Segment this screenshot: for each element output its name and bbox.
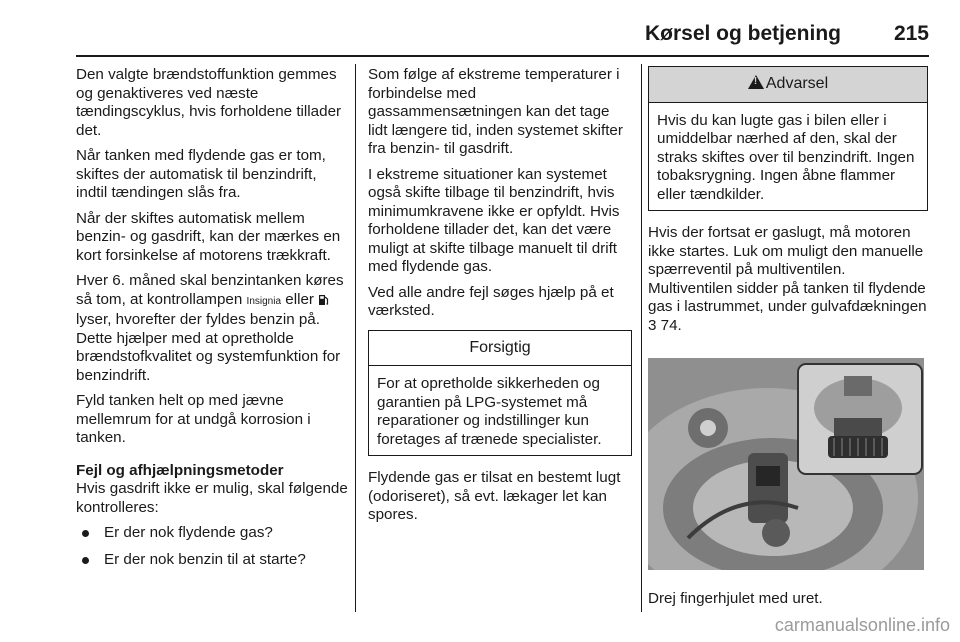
list-item: Er der nok benzin til at starte? — [76, 551, 348, 570]
column-2 — [368, 66, 632, 532]
page-reference: 3 74. — [648, 316, 682, 334]
paragraph: Når tanken med flydende gas er tom, skiftes der automatisk til benzindrift, indtil tændingen slås fra. — [76, 147, 326, 201]
header-rule — [76, 55, 929, 57]
paragraph-text: Hver 6. måned skal benzintanken køres så tom, at kontrollampen — [76, 272, 344, 308]
page-number: 215 — [893, 22, 929, 45]
section-title: Kørsel og betjening — [644, 22, 841, 45]
multivalve-photo — [648, 358, 924, 570]
watermark: carmanualsonline.info — [774, 615, 950, 635]
caution-box — [368, 330, 632, 457]
paragraph: Drej fingerhjulet med uret. — [648, 589, 823, 607]
paragraph: I ekstreme situationer kan systemet også skifte tilbage til benzindrift, hvis minimumkravene ikke er opfyldt. Hvis forholdene tillader det, kan det være muligt at skifte tilbage manuelt til drift med flydende gas. — [368, 165, 620, 275]
paragraph: Som følge af ekstreme temperaturer i forbindelse med gassammensætningen kan det tage lidt længere tid, inden systemet skifter fra benzin- til gasdrift. — [368, 66, 623, 157]
warning-box — [648, 66, 928, 211]
paragraph-text: lyser, hvorefter der fyldes benzin på. Dette hjælper med at opretholde brændstofkvalitet og systemfunktion for benzindrift. — [76, 311, 341, 384]
page-header — [0, 22, 929, 56]
warning-title: Advarsel — [765, 75, 829, 92]
paragraph: Ved alle andre fejl søges hjælp på et værksted. — [368, 283, 614, 319]
warning-triangle-icon — [748, 75, 764, 89]
subheading: Fejl og afhjælpningsmetoder — [76, 461, 284, 479]
column-3 — [648, 66, 928, 615]
paragraph — [76, 272, 348, 385]
caution-title: Forsigtig — [369, 331, 631, 367]
paragraph-text: Hvis der fortsat er gaslugt, må motoren ikke startes. Luk om muligt den manuelle spærreventil på multiventilen. Multiventilen sidder på tanken til flydende gas i lastrummet, under gulvafdækningen — [648, 224, 927, 315]
column-divider-1 — [355, 64, 356, 612]
fuel-pump-lamp-icon — [318, 293, 329, 306]
column-1 — [76, 66, 348, 577]
paragraph: Fyld tanken helt op med jævne mellemrum for at undgå korrosion i tanken. — [76, 392, 311, 446]
paragraph: Flydende gas er tilsat en bestemt lugt (odoriseret), så evt. lækager let kan spores. — [368, 469, 621, 523]
caution-text: For at opretholde sikkerheden og garantien på LPG-systemet må reparationer og indstillinger kun foretages af trænede specialister. — [377, 375, 602, 448]
checklist — [76, 524, 348, 569]
paragraph: Den valgte brændstoffunktion gemmes og genaktiveres ved næste tændingscyklus, hvis forholdene tillader det. — [76, 66, 342, 139]
paragraph-text: eller — [285, 290, 314, 308]
list-item: Er der nok flydende gas? — [76, 524, 348, 543]
insignia-label: Insignia — [246, 295, 282, 307]
paragraph: Hvis gasdrift ikke er mulig, skal følgende kontrolleres: — [76, 480, 348, 516]
paragraph: Når der skiftes automatisk mellem benzin- og gasdrift, kan der mærkes en kort forsinkelse af motorens trækkraft. — [76, 209, 341, 264]
column-divider-2 — [641, 64, 642, 612]
paragraph — [648, 224, 928, 335]
warning-text: Hvis du kan lugte gas i bilen eller i umiddelbar nærhed af den, skal der straks skiftes over til benzindrift. Ingen tobaksrygning. Ingen åbne flammer eller tændkilder. — [657, 111, 915, 203]
warning-title-bar — [649, 67, 927, 103]
